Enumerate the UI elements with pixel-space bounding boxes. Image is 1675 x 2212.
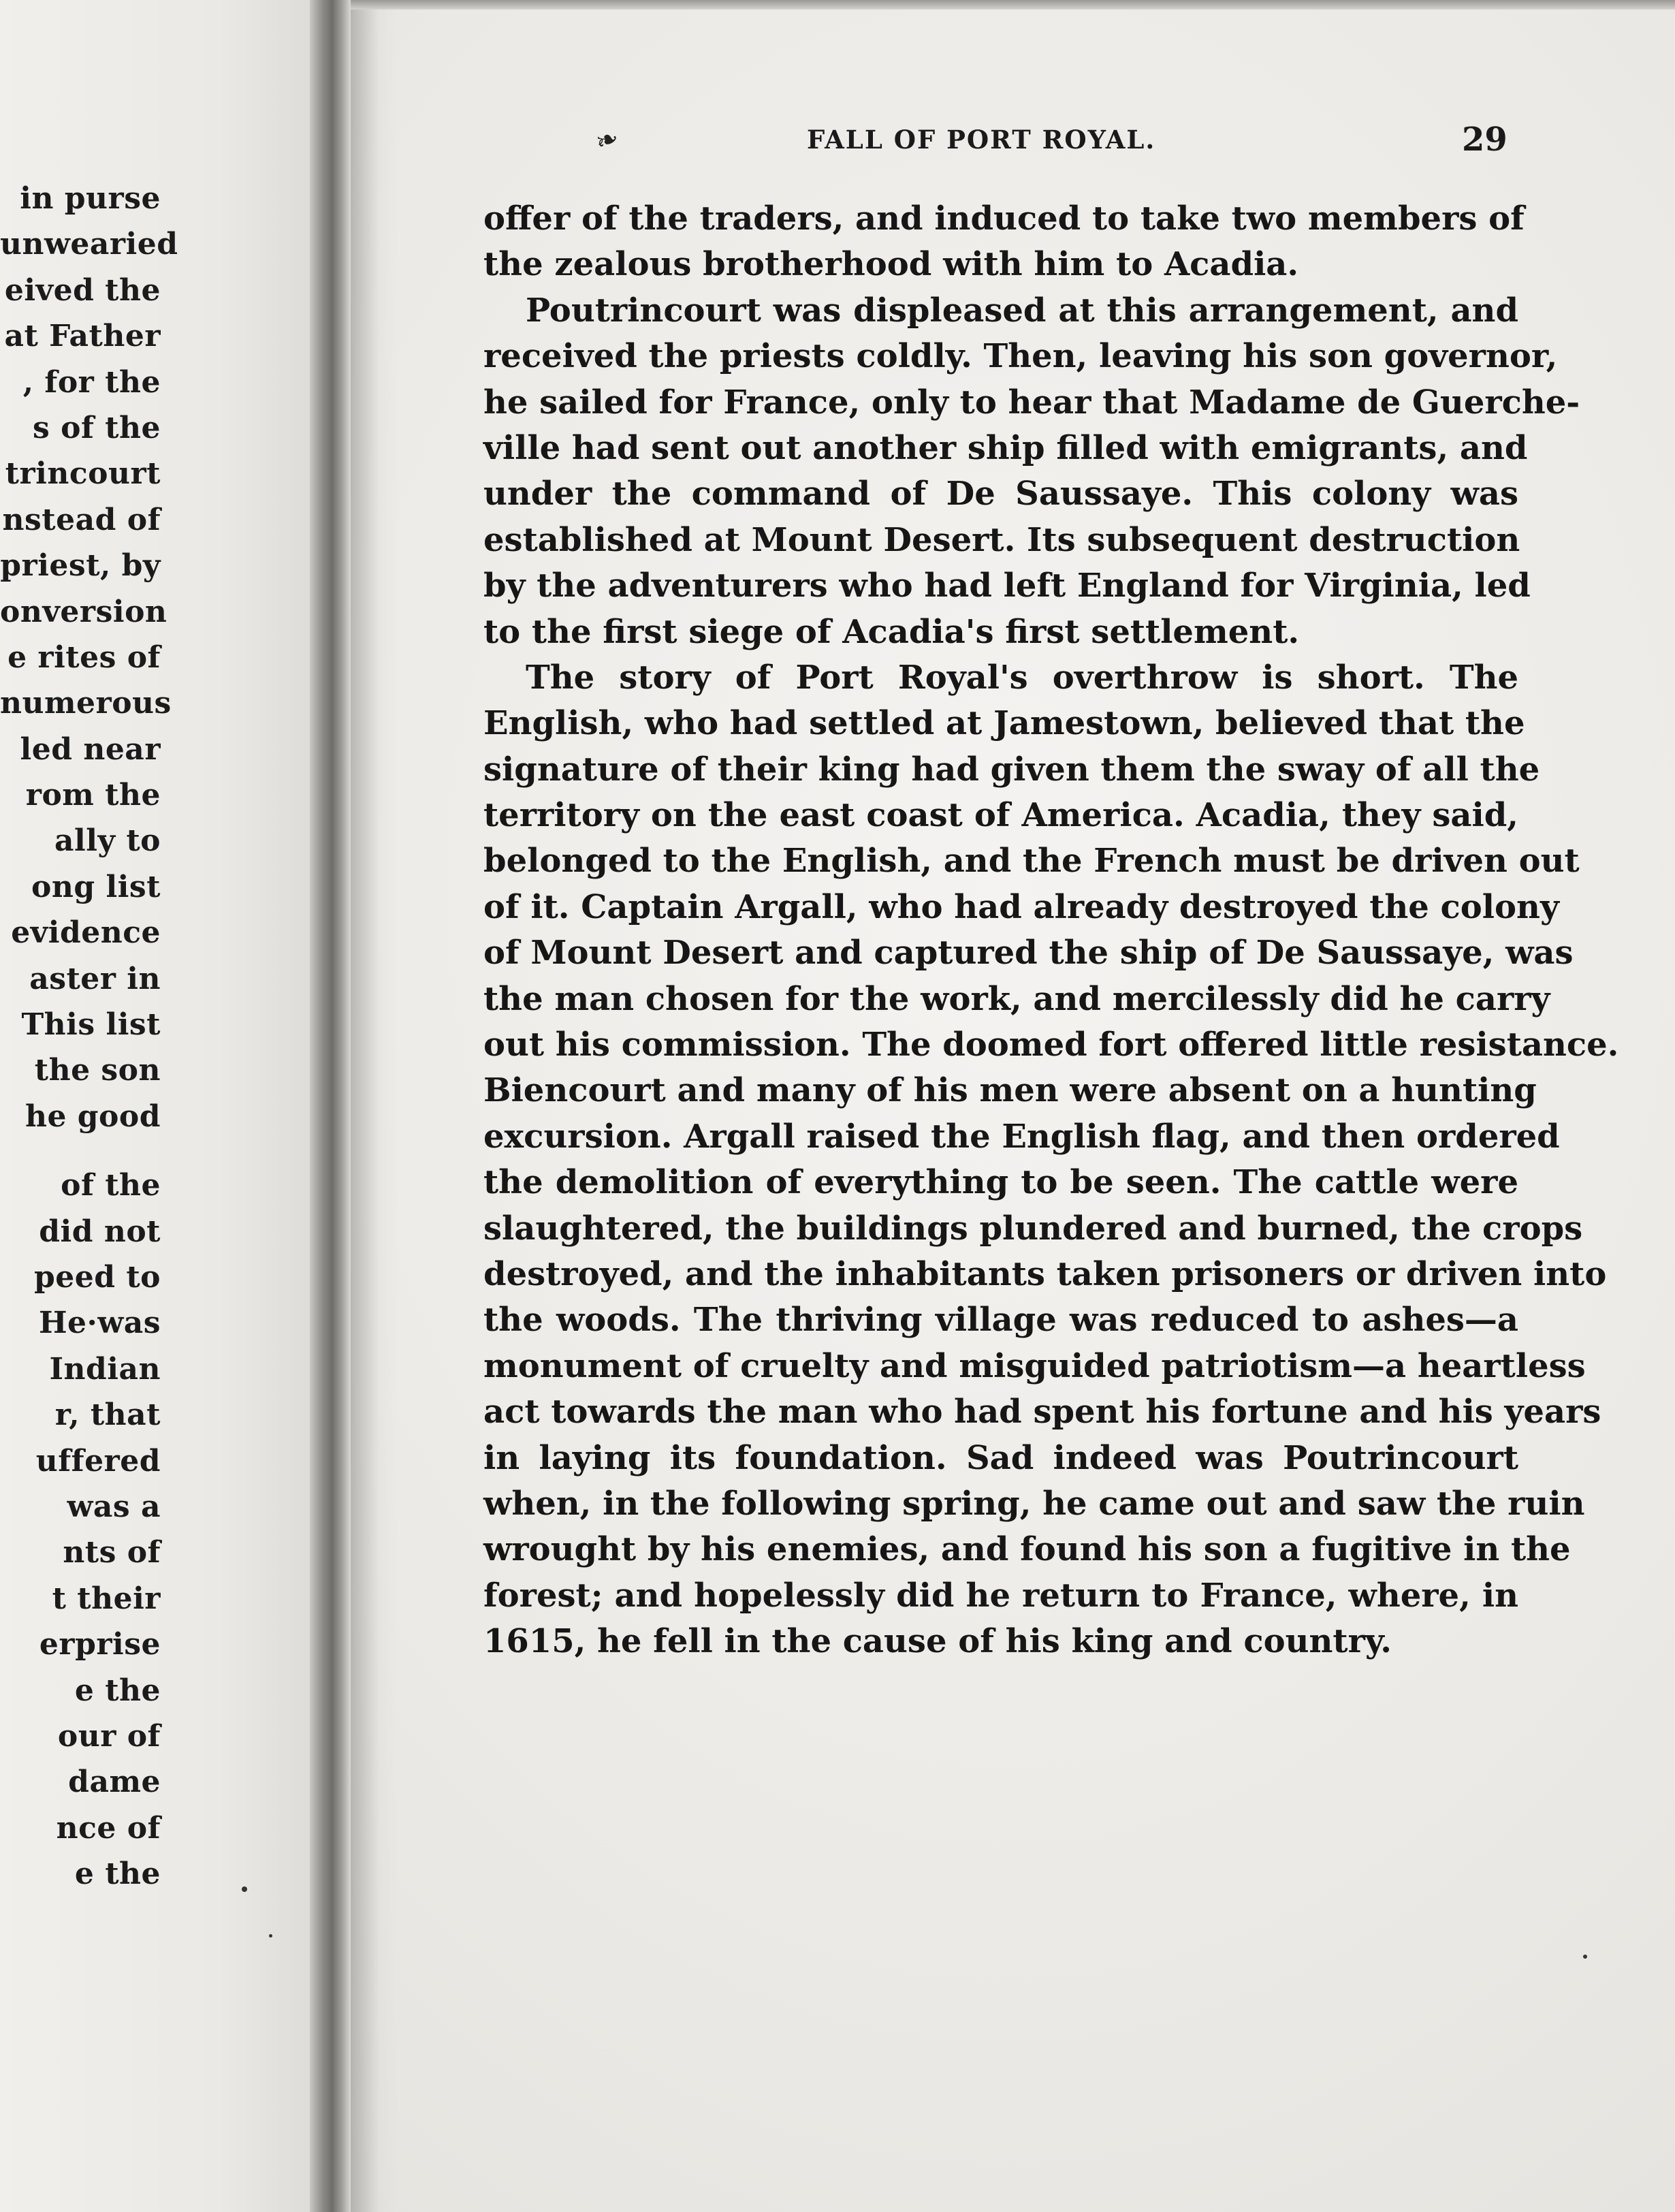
- left-page-fragment: He·was: [38, 1306, 161, 1341]
- left-page-fragment: our of: [57, 1718, 161, 1754]
- text-line: of it. Captain Argall, who had already destroyed the colony: [483, 887, 1559, 926]
- text-line: Poutrincourt was displeased at this arrangement, and: [526, 291, 1518, 330]
- left-page-fragment: t their: [52, 1581, 161, 1616]
- text-line: under the command of De Saussaye. This colony was: [483, 475, 1518, 514]
- left-page-fragment: he good: [25, 1099, 161, 1134]
- text-line: in laying its foundation. Sad indeed was Poutrincourt: [483, 1438, 1518, 1477]
- left-page-fragment: r, that: [54, 1397, 161, 1433]
- left-page-fragment: did not: [39, 1214, 161, 1249]
- text-line: the man chosen for the work, and mercilessly did he carry: [483, 979, 1550, 1018]
- text-line: established at Mount Desert. Its subsequent destruction: [483, 520, 1520, 559]
- left-page-fragment: nstead of: [2, 502, 161, 537]
- text-line: act towards the man who had spent his fortune and his years: [483, 1393, 1601, 1432]
- text-line: offer of the traders, and induced to take two members of: [483, 200, 1525, 238]
- text-line: signature of their king had given them the sway of all the: [483, 750, 1540, 789]
- left-page-fragment: erprise: [39, 1627, 161, 1662]
- page-header: [351, 121, 1508, 165]
- running-head: FALL OF PORT ROYAL.: [807, 125, 1156, 155]
- text-line: by the adventurers who had left England for Virginia, led: [483, 567, 1531, 605]
- text-line: out his commission. The doomed fort offered little resistance.: [483, 1026, 1619, 1064]
- left-page-fragment: trincourt: [5, 456, 161, 492]
- left-page-fragment: rom the: [25, 778, 161, 813]
- left-page-fragment: ong list: [31, 869, 161, 904]
- left-page-fragment: This list: [21, 1007, 161, 1043]
- text-line: ville had sent out another ship filled with emigrants, and: [483, 428, 1528, 467]
- left-page-fragment: eived the: [4, 272, 161, 308]
- left-page-fragment: in purse: [20, 181, 161, 216]
- text-line: 1615, he fell in the cause of his king and country.: [483, 1622, 1392, 1661]
- left-page-fragment: Indian: [49, 1351, 161, 1387]
- left-facing-page: [0, 0, 313, 2212]
- left-page-fragment: evidence: [11, 915, 161, 951]
- text-line: destroyed, and the inhabitants taken prisoners or driven into: [483, 1254, 1607, 1293]
- text-line: the zealous brotherhood with him to Acadia.: [483, 245, 1299, 284]
- page-number: 29: [1462, 121, 1508, 159]
- left-page-fragment: aster in: [29, 961, 161, 996]
- text-line: slaughtered, the buildings plundered and burned, the crops: [483, 1209, 1583, 1248]
- left-page-fragment: , for the: [22, 364, 161, 400]
- left-page-text-fragments: [0, 176, 178, 1897]
- text-line: the woods. The thriving village was reduced to ashes—a: [483, 1301, 1518, 1340]
- text-line: the demolition of everything to be seen. The cattle were: [483, 1163, 1518, 1202]
- text-line: English, who had settled at Jamestown, believed that the: [483, 704, 1525, 743]
- ink-mark-icon: ❧: [591, 121, 624, 159]
- text-line: of Mount Desert and captured the ship of De Saussaye, was: [483, 934, 1574, 973]
- scan-speck: [1583, 1955, 1587, 1959]
- left-page-fragment: e rites of: [7, 639, 161, 675]
- left-page-fragment: was a: [67, 1489, 161, 1524]
- left-page-fragment: e the: [74, 1856, 161, 1892]
- right-page: [351, 0, 1675, 2212]
- left-page-fragment: nce of: [56, 1810, 161, 1846]
- left-page-fragment: of the: [61, 1168, 161, 1203]
- text-line: when, in the following spring, he came out and saw the ruin: [483, 1484, 1585, 1523]
- left-page-fragment: peed to: [33, 1259, 161, 1295]
- left-page-blank-line: [0, 1139, 161, 1163]
- left-page-fragment: nts of: [63, 1535, 161, 1570]
- book-gutter: [310, 0, 351, 2212]
- left-page-fragment: dame: [68, 1765, 161, 1800]
- text-line: wrought by his enemies, and found his son a fugitive in the: [483, 1530, 1571, 1569]
- left-page-fragment: led near: [20, 731, 161, 767]
- text-line: excursion. Argall raised the English flag, and then ordered: [483, 1117, 1560, 1156]
- text-line: to the first siege of Acadia's first settlement.: [483, 612, 1300, 651]
- scan-speck: [269, 1934, 272, 1938]
- left-page-fragment: at Father: [4, 319, 161, 354]
- text-line: belonged to the English, and the French must be driven out: [483, 842, 1580, 881]
- body-text: [483, 196, 1619, 1665]
- scan-speck: [242, 1886, 247, 1892]
- left-page-fragment: priest, by: [0, 548, 161, 584]
- left-page-fragment: onversion: [0, 594, 168, 629]
- left-page-fragment: e the: [74, 1673, 161, 1708]
- left-page-fragment: the son: [34, 1053, 161, 1088]
- left-page-fragment: numerous: [0, 686, 172, 721]
- text-line: he sailed for France, only to hear that Madame de Guerche-: [483, 383, 1580, 422]
- text-line: Biencourt and many of his men were absent on a hunting: [483, 1071, 1537, 1110]
- text-line: territory on the east coast of America. Acadia, they said,: [483, 796, 1518, 835]
- left-page-fragment: ally to: [54, 823, 161, 859]
- text-line: monument of cruelty and misguided patriotism—a heartless: [483, 1346, 1586, 1385]
- left-page-fragment: uffered: [35, 1443, 161, 1479]
- text-line: forest; and hopelessly did he return to France, where, in: [483, 1576, 1518, 1615]
- left-page-fragment: s of the: [33, 410, 161, 445]
- text-line: received the priests coldly. Then, leaving his son governor,: [483, 337, 1558, 376]
- left-page-fragment: unwearied: [0, 227, 178, 262]
- text-line: The story of Port Royal's overthrow is short. The: [526, 658, 1518, 697]
